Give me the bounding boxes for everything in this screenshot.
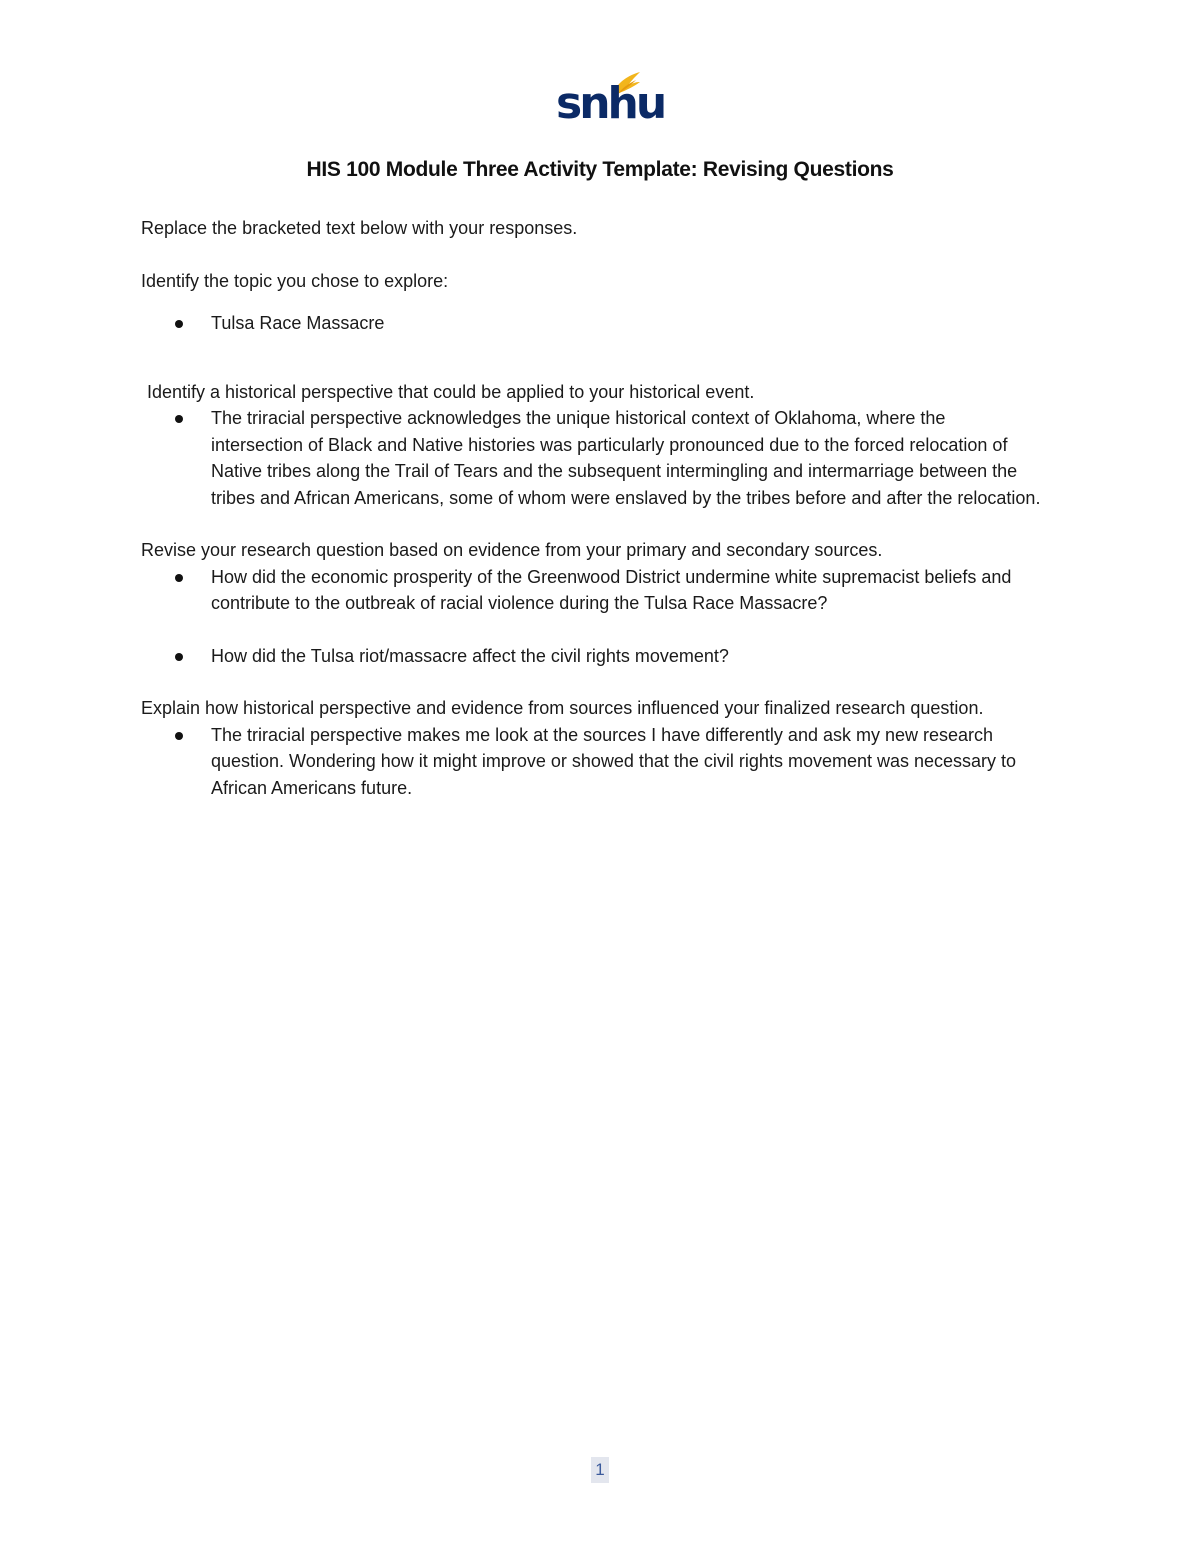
page-number: 1 [591,1457,609,1483]
section-2-prompt: Identify a historical perspective that could be applied to your historical event. [147,381,755,402]
response-text: The triracial perspective acknowledges the unique historical context of Oklahoma, where the intersection of Black and Native histories was particularly pronounced due to the forced relocation of Native tribes along the Trail of Tears and the subsequent intermingling and intermarriage between the tribes and African Americans, some of whom were enslaved by the tribes before and after the relocation. [211,408,1041,508]
section-1-responses [141,310,1041,337]
bullet-icon [175,653,183,661]
section-1-prompt: Identify the topic you chose to explore: [141,270,449,291]
section-2-responses [141,405,1041,511]
response-text: How did the economic prosperity of the Greenwood District undermine white supremacist beliefs and contribute to the outbreak of racial violence during the Tulsa Race Massacre? [211,566,1012,613]
bullet-icon [175,574,183,582]
response-text: The triracial perspective makes me look at the sources I have differently and ask my new research question. Wondering how it might improve or showed that the civil rights movement was necessary to African Americans future. [211,724,1017,798]
section-3-responses [141,564,1041,670]
section-3-prompt: Revise your research question based on evidence from your primary and secondary sources. [141,540,883,560]
list-item [141,643,1041,670]
section-4-prompt: Explain how historical perspective and evidence from sources influenced your finalized research question. [141,698,984,718]
response-text: How did the Tulsa riot/massacre affect the civil rights movement? [211,645,729,666]
list-item [141,722,1041,802]
response-text: Tulsa Race Massacre [211,313,385,333]
bullet-icon [175,415,183,423]
document-body [141,215,1041,801]
snhu-logo [550,70,665,136]
section-4-responses [141,722,1041,802]
document-title: HIS 100 Module Three Activity Template: Revising Questions [306,158,894,181]
bullet-icon [175,732,183,740]
list-item [141,310,1041,337]
list-item [141,405,1041,511]
logo-wordmark: snhu [556,78,665,129]
list-item [141,564,1041,617]
instructions-text: Replace the bracketed text below with your responses. [141,218,578,238]
bullet-icon [175,320,183,328]
